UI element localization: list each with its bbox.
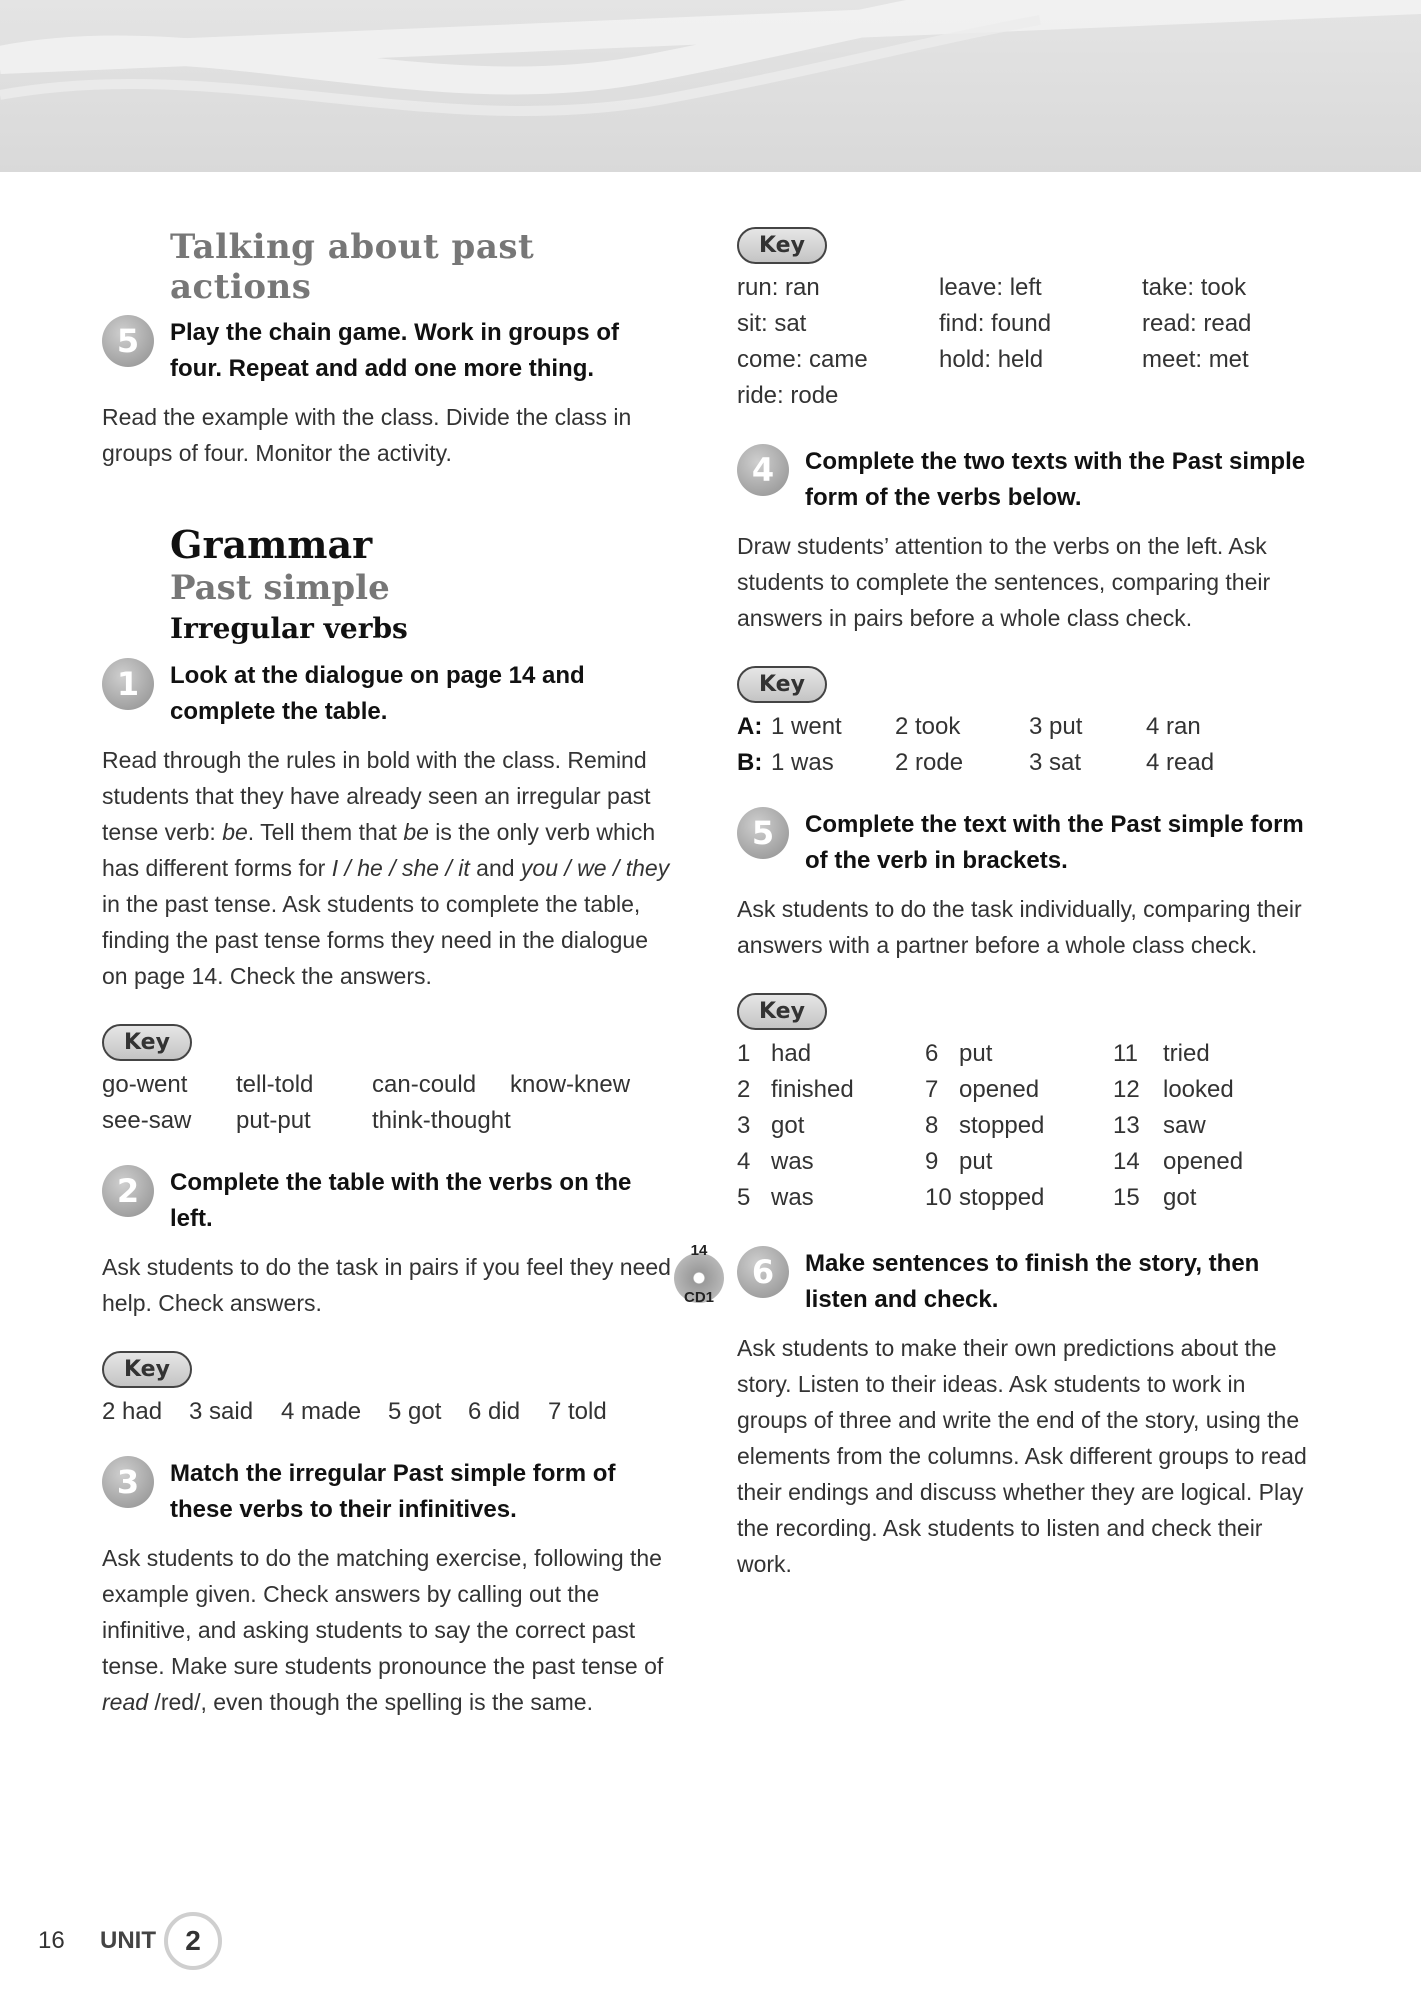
key-item: take: took bbox=[1142, 274, 1247, 301]
key-item: 6 did bbox=[468, 1397, 521, 1425]
exercise-heading: Complete the text with the Past simple form of the verb in brackets. bbox=[805, 811, 1304, 874]
exercise-heading: Complete the two texts with the Past simple form of the verbs below. bbox=[805, 448, 1306, 511]
key-badge: Key bbox=[737, 993, 827, 1030]
exercise-5-right bbox=[737, 807, 1317, 879]
key-item: was bbox=[771, 1184, 814, 1211]
exercise-3 bbox=[102, 1456, 677, 1528]
page-footer bbox=[38, 1912, 222, 1970]
exercise-instructions: Ask students to do the task individually, comparing their answers with a partner before a whole class check. bbox=[737, 896, 1302, 958]
exercise-instructions: Read the example with the class. Divide the class in groups of four. Monitor the activity. bbox=[102, 404, 632, 466]
grammar-subtitle: Past simple bbox=[170, 567, 390, 608]
key-item: come: came bbox=[737, 346, 868, 373]
key-badge: Key bbox=[102, 1351, 192, 1388]
key-number: 11 bbox=[1113, 1040, 1138, 1067]
key-number: 1 bbox=[737, 1040, 751, 1067]
key-number: 5 bbox=[737, 1184, 751, 1211]
key-item: had bbox=[771, 1040, 812, 1067]
key-number: 15 bbox=[1113, 1184, 1140, 1211]
key-number: 9 bbox=[925, 1148, 939, 1175]
exercise-heading: Look at the dialogue on page 14 and complete the table. bbox=[170, 661, 585, 725]
key-badge: Key bbox=[737, 227, 827, 264]
exercise-4 bbox=[737, 444, 1317, 516]
key-item: ride: rode bbox=[737, 382, 839, 409]
right-column bbox=[683, 215, 1317, 1582]
exercise-number-badge: 6 bbox=[737, 1246, 789, 1298]
key-number: 8 bbox=[925, 1112, 939, 1139]
exercise-number-badge: 4 bbox=[737, 444, 789, 496]
key-number: 14 bbox=[1113, 1148, 1140, 1175]
key-item: got bbox=[771, 1112, 805, 1139]
key-item: opened bbox=[1163, 1148, 1244, 1175]
key-item: 1 was bbox=[771, 749, 834, 776]
exercise-heading: Play the chain game. Work in groups of four. Repeat and add one more thing. bbox=[170, 319, 619, 382]
page-number: 16 bbox=[38, 1927, 65, 1954]
key-item: finished bbox=[771, 1076, 854, 1103]
key-item: 2 rode bbox=[895, 749, 964, 776]
key-item: can-could bbox=[372, 1070, 477, 1098]
key-row-label: A: bbox=[737, 713, 763, 740]
key-item: see-saw bbox=[102, 1106, 192, 1134]
key-item: run: ran bbox=[737, 274, 820, 301]
key-row-label: B: bbox=[737, 749, 763, 776]
key-item: 1 went bbox=[771, 713, 842, 740]
key-number: 7 bbox=[925, 1076, 939, 1103]
exercise-heading: Make sentences to finish the story, then listen and check. bbox=[805, 1250, 1260, 1313]
cd-track-number: 14 bbox=[690, 1242, 708, 1259]
exercise-number-badge: 1 bbox=[102, 658, 154, 710]
exercise-number-badge: 3 bbox=[102, 1456, 154, 1508]
key-item: 3 said bbox=[189, 1397, 254, 1425]
key-item: was bbox=[771, 1148, 814, 1175]
left-column bbox=[102, 215, 677, 1720]
section-title: Talking about past actions bbox=[170, 227, 535, 307]
exercise-6 bbox=[683, 1242, 1317, 1318]
exercise-instructions: Ask students to do the task in pairs if you feel they need help. Check answers. bbox=[102, 1253, 671, 1316]
key-item: stopped bbox=[959, 1184, 1045, 1211]
key-item: sit: sat bbox=[737, 310, 807, 337]
key-item: put bbox=[959, 1040, 993, 1067]
key-item: go-went bbox=[102, 1070, 188, 1098]
key-number: 4 bbox=[737, 1148, 751, 1175]
cd-label: CD1 bbox=[683, 1289, 714, 1306]
exercise-heading: Complete the table with the verbs on the left. bbox=[170, 1168, 632, 1232]
answer-key bbox=[737, 709, 1317, 781]
key-badge: Key bbox=[102, 1024, 192, 1061]
key-item: opened bbox=[959, 1076, 1040, 1103]
grammar-title: Grammar bbox=[170, 522, 373, 567]
key-item: saw bbox=[1163, 1112, 1206, 1139]
key-item: 2 had bbox=[102, 1397, 163, 1425]
key-item: know-knew bbox=[510, 1070, 631, 1098]
key-item: 2 took bbox=[895, 713, 961, 740]
key-number: 12 bbox=[1113, 1076, 1140, 1103]
exercise-5-left bbox=[102, 315, 677, 387]
answer-key bbox=[102, 1394, 677, 1430]
key-number: 13 bbox=[1113, 1112, 1140, 1139]
grammar-subheading: Irregular verbs bbox=[170, 612, 408, 646]
key-item: find: found bbox=[939, 310, 1052, 337]
answer-key bbox=[102, 1067, 677, 1139]
key-number: 3 bbox=[737, 1112, 751, 1139]
header-swoosh bbox=[0, 0, 1421, 172]
key-item: 5 got bbox=[388, 1397, 442, 1425]
exercise-instructions: Ask students to do the matching exercise, following the example given. Check answers by calling out the infinitive, and asking students to say the correct past tense. Make sure students pronounce the past tense of read /red/, even though the spelling is the same. bbox=[102, 1544, 664, 1715]
exercise-heading: Match the irregular Past simple form of these verbs to their infinitives. bbox=[170, 1459, 616, 1523]
key-number: 2 bbox=[737, 1076, 751, 1103]
key-item: 3 put bbox=[1029, 713, 1083, 740]
exercise-2 bbox=[102, 1165, 677, 1237]
answer-key bbox=[737, 270, 1317, 414]
exercise-number-badge: 5 bbox=[737, 807, 789, 859]
header-band bbox=[0, 0, 1421, 172]
key-item: read: read bbox=[1142, 310, 1252, 337]
key-number: 10 bbox=[925, 1184, 952, 1211]
key-item: meet: met bbox=[1142, 346, 1249, 373]
key-number: 6 bbox=[925, 1040, 939, 1067]
key-item: hold: held bbox=[939, 346, 1044, 373]
key-item: think-thought bbox=[372, 1106, 511, 1134]
key-item: 4 read bbox=[1146, 749, 1215, 776]
unit-number: 2 bbox=[164, 1912, 222, 1970]
exercise-instructions: Ask students to make their own predictions about the story. Listen to their ideas. Ask students to work in groups of three and write the end of the story, using the elements from the columns. Ask different groups to read their endings and discuss whether they are logical. Play the recording. Ask students to listen and check their work. bbox=[737, 1335, 1307, 1577]
answer-key bbox=[737, 1036, 1317, 1216]
key-item: tried bbox=[1163, 1040, 1210, 1067]
exercise-number-badge: 5 bbox=[102, 315, 154, 367]
key-item: leave: left bbox=[939, 274, 1042, 301]
unit-label: UNIT bbox=[100, 1927, 156, 1954]
key-item: 4 ran bbox=[1146, 713, 1201, 740]
key-item: put-put bbox=[236, 1106, 311, 1134]
exercise-instructions: Draw students’ attention to the verbs on the left. Ask students to complete the sentences, comparing their answers in pairs before a whole class check. bbox=[737, 533, 1271, 631]
key-item: 3 sat bbox=[1029, 749, 1082, 776]
exercise-number-badge: 2 bbox=[102, 1165, 154, 1217]
key-badge: Key bbox=[737, 666, 827, 703]
key-item: got bbox=[1163, 1184, 1197, 1211]
exercise-instructions: Read through the rules in bold with the class. Remind students that they have already seen an irregular past tense verb: be. Tell them that be is the only verb which has different forms for I / he / she / it and you / we / they in the past tense. Ask students to complete the table, finding the past tense forms they need in the dialogue on page 14. Check the answers. bbox=[102, 746, 670, 989]
key-item: looked bbox=[1163, 1076, 1234, 1103]
key-item: put bbox=[959, 1148, 993, 1175]
key-item: tell-told bbox=[236, 1070, 314, 1098]
key-item: 7 told bbox=[548, 1397, 607, 1425]
key-item: 4 made bbox=[281, 1397, 362, 1425]
cd-track-badge bbox=[673, 1242, 725, 1306]
key-item: stopped bbox=[959, 1112, 1045, 1139]
exercise-1 bbox=[102, 658, 677, 730]
